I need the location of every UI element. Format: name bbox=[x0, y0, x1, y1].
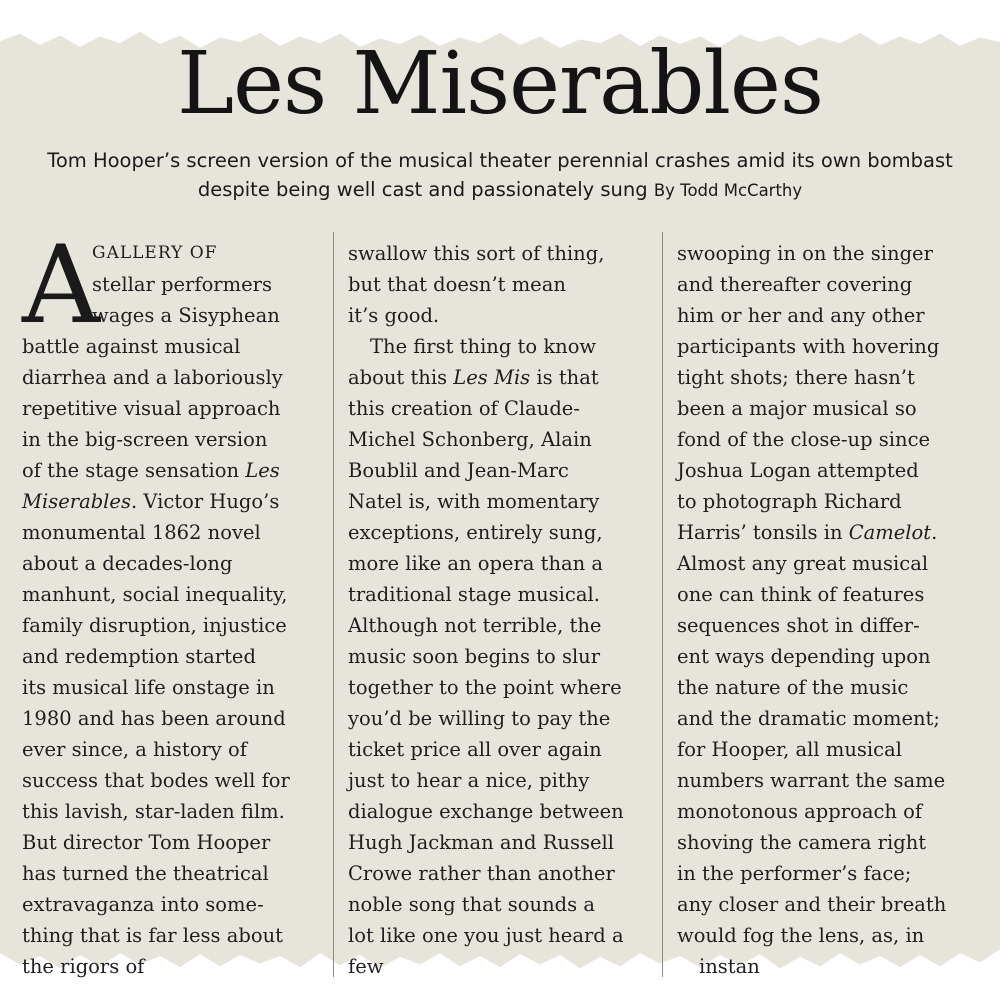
text-line: swallow this sort of thing, bbox=[348, 242, 605, 265]
text-line: extravaganza into some- bbox=[22, 893, 264, 916]
drop-cap: A bbox=[22, 223, 100, 348]
column-rule-2 bbox=[662, 232, 663, 977]
text-line: exceptions, entirely sung, bbox=[348, 521, 603, 544]
text-line bbox=[348, 362, 648, 393]
text-line: battle against musical bbox=[22, 335, 241, 358]
text-line: diarrhea and a laboriously bbox=[22, 366, 283, 389]
deck-text: Tom Hooper’s screen version of the musical theater perennial crashes amid its own bombast despite being well cast and passionately sung bbox=[47, 149, 953, 201]
text-line: sequences shot in differ- bbox=[677, 614, 920, 637]
text-run: Harris’ tonsils in bbox=[677, 521, 849, 544]
column-1 bbox=[22, 223, 322, 982]
text-line: family disruption, injustice bbox=[22, 614, 287, 637]
text-run: of the stage sensation bbox=[22, 459, 246, 482]
text-line: ent ways depending upon bbox=[677, 645, 931, 668]
text-line: Joshua Logan attempted bbox=[677, 459, 919, 482]
text-line: repetitive visual approach bbox=[22, 397, 281, 420]
text-line: just to hear a nice, pithy bbox=[348, 769, 590, 792]
text-line bbox=[22, 455, 322, 486]
text-line: thing that is far less about bbox=[22, 924, 283, 947]
text-line: Boublil and Jean-Marc bbox=[348, 459, 569, 482]
text-line: you’d be willing to pay the bbox=[348, 707, 611, 730]
text-line: but that doesn’t mean bbox=[348, 273, 566, 296]
text-line: this creation of Claude- bbox=[348, 397, 580, 420]
text-line: and redemption started bbox=[22, 645, 256, 668]
italic-title: Les Mis bbox=[453, 366, 531, 389]
text-line: one can think of features bbox=[677, 583, 925, 606]
text-line: dialogue exchange between bbox=[348, 800, 624, 823]
italic-title: Camelot bbox=[848, 521, 932, 544]
text-line: 1980 and has been around bbox=[22, 707, 286, 730]
text-line: and the dramatic moment; bbox=[677, 707, 940, 730]
text-line: any closer and their breath bbox=[677, 893, 947, 916]
text-run: . Victor Hugo’s bbox=[130, 490, 280, 513]
text-line: GALLERY OF bbox=[92, 243, 218, 263]
text-line: and thereafter covering bbox=[677, 273, 913, 296]
text-line: has turned the theatrical bbox=[22, 862, 269, 885]
text-line: about a decades-long bbox=[22, 552, 233, 575]
text-line: instan bbox=[699, 955, 760, 978]
text-line: success that bodes well for bbox=[22, 769, 290, 792]
text-run: about this bbox=[348, 366, 454, 389]
text-line: its musical life onstage in bbox=[22, 676, 275, 699]
text-line: wages a Sisyphean bbox=[92, 304, 280, 327]
text-line: Natel is, with momentary bbox=[348, 490, 600, 513]
text-line: would fog the lens, as, in bbox=[677, 924, 925, 947]
italic-title: Les bbox=[245, 459, 280, 482]
text-line: tight shots; there hasn’t bbox=[677, 366, 915, 389]
text-line: him or her and any other bbox=[677, 304, 925, 327]
text-line: Crowe rather than another bbox=[348, 862, 615, 885]
text-line: Hugh Jackman and Russell bbox=[348, 831, 614, 854]
text-line: music soon begins to slur bbox=[348, 645, 601, 668]
text-line: more like an opera than a bbox=[348, 552, 604, 575]
text-line: manhunt, social inequality, bbox=[22, 583, 288, 606]
text-run: . bbox=[931, 521, 938, 544]
text-line: ever since, a history of bbox=[22, 738, 247, 761]
text-line: shoving the camera right bbox=[677, 831, 927, 854]
text-line: fond of the close-up since bbox=[677, 428, 931, 451]
article-deck bbox=[20, 146, 980, 205]
text-line: the nature of the music bbox=[677, 676, 909, 699]
text-line: swooping in on the singer bbox=[677, 242, 933, 265]
text-line: ticket price all over again bbox=[348, 738, 602, 761]
text-line: this lavish, star-laden film. bbox=[22, 800, 285, 823]
text-line: monumental 1862 novel bbox=[22, 521, 261, 544]
text-line: participants with hovering bbox=[677, 335, 940, 358]
text-line: lot like one you just heard a bbox=[348, 924, 624, 947]
text-run: is that bbox=[530, 366, 599, 389]
text-line: in the performer’s face; bbox=[677, 862, 912, 885]
text-line: The first thing to know bbox=[370, 335, 597, 358]
text-line: together to the point where bbox=[348, 676, 622, 699]
text-line: Almost any great musical bbox=[677, 552, 929, 575]
text-line: But director Tom Hooper bbox=[22, 831, 271, 854]
column-3 bbox=[677, 238, 977, 982]
text-line: the rigors of bbox=[22, 955, 145, 978]
text-line: to photograph Richard bbox=[677, 490, 902, 513]
text-line: in the big-screen version bbox=[22, 428, 268, 451]
text-line: few bbox=[348, 955, 384, 978]
byline: By Todd McCarthy bbox=[653, 181, 803, 200]
text-line: stellar performers bbox=[92, 273, 272, 296]
text-line: traditional stage musical. bbox=[348, 583, 600, 606]
text-line bbox=[22, 486, 322, 517]
text-line bbox=[677, 517, 977, 548]
text-line: noble song that sounds a bbox=[348, 893, 595, 916]
column-rule-1 bbox=[333, 232, 334, 977]
text-line: Although not terrible, the bbox=[348, 614, 602, 637]
article-title: Les Miserables bbox=[176, 34, 824, 134]
text-line: for Hooper, all musical bbox=[677, 738, 902, 761]
text-line: numbers warrant the same bbox=[677, 769, 946, 792]
text-line: it’s good. bbox=[348, 304, 440, 327]
text-line: been a major musical so bbox=[677, 397, 917, 420]
italic-title: Miserables bbox=[22, 490, 131, 513]
column-2 bbox=[348, 238, 648, 982]
text-line: Michel Schonberg, Alain bbox=[348, 428, 592, 451]
text-line: monotonous approach of bbox=[677, 800, 923, 823]
